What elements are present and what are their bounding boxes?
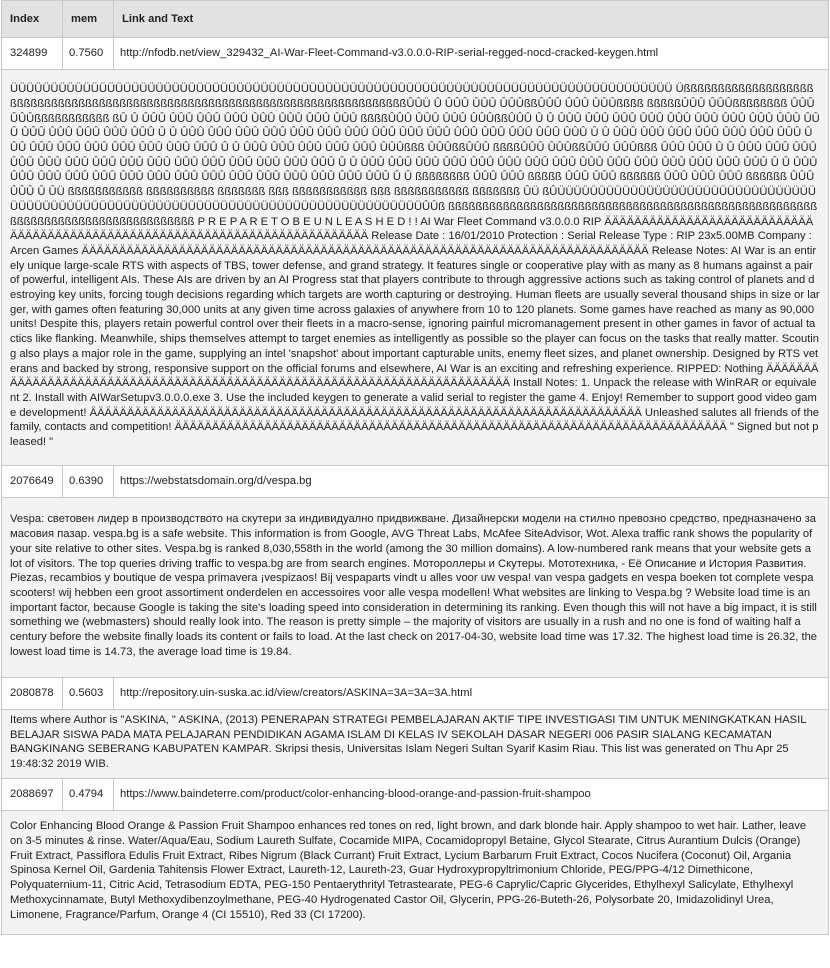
row-index: 2088697	[2, 778, 63, 810]
table-row-text	[2, 70, 829, 466]
table-row	[2, 38, 829, 70]
row-link[interactable]: https://webstatsdomain.org/d/vespa.bg	[114, 466, 829, 498]
row-link[interactable]: https://www.baindeterre.com/product/color-enhancing-blood-orange-and-passion-fruit-shampoo	[114, 778, 829, 810]
row-mem: 0.4794	[63, 778, 114, 810]
row-link[interactable]: http://repository.uin-suska.ac.id/view/creators/ASKINA=3A=3A=3A.html	[114, 678, 829, 710]
table-row	[2, 678, 829, 710]
table-row-text	[2, 810, 829, 934]
row-mem: 0.6390	[63, 466, 114, 498]
table-row	[2, 778, 829, 810]
row-link[interactable]: http://nfodb.net/view_329432_AI-War-Fleet-Command-v3.0.0.0-RIP-serial-regged-nocd-cracked-keygen.html	[114, 38, 829, 70]
table-row-text	[2, 498, 829, 678]
results-table	[1, 0, 829, 935]
row-mem: 0.5603	[63, 678, 114, 710]
header-row	[2, 1, 829, 38]
header-link-and-text: Link and Text	[114, 1, 829, 38]
row-index: 2080878	[2, 678, 63, 710]
row-text: Color Enhancing Blood Orange & Passion Fruit Shampoo enhances red tones on red, light brown, and dark blonde hair. Apply shampoo to wet hair. Lather, leave on 3-5 minutes & rinse. Water/Aqua/Eau, Sodium Laureth Sulfate, Cocamide MIPA, Cocamidopropyl Betaine, Glycol Stearate, Citrus Aurantium Dulcis (Orange) Fruit Extract, Passiflora Edulis Fruit Extract, Ribes Nigrum (Black Currant) Fruit Extract, Lycium Barbarum Fruit Extract, Cocos Nucifera (Coconut) Oil, Argania Spinosa Kernel Oil, Gardenia Tahitensis Flower Extract, Laureth-12, Laureth-23, Guar Hydroxypropyltrimonium Chloride, PEG/PPG-4/12 Dimethicone, Polyquaternium-11, Citric Acid, Tetrasodium EDTA, PEG-150 Pentaerythrityl Tetrastearate, PEG-6 Caprylic/Capric Glycerides, Ethylhexyl Salicylate, Ethylhexyl Methoxycinnamate, Butyl Methoxydibenzoylmethane, PEG-40 Hydrogenated Castor Oil, Glycerin, PPG-26-Buteth-26, Polysorbate 20, Imidazolidinyl Urea, Limonene, Fragrance/Parfum, Orange 4 (CI 15510), Red 33 (CI 17200).	[2, 810, 829, 934]
row-text: Items where Author is "ASKINA, " ASKINA, (2013) PENERAPAN STRATEGI PEMBELAJARAN AKTIF TIPE INVESTIGASI TIM UNTUK MENINGKATKAN HASIL BELAJAR SISWA PADA MATA PELAJARAN PENDIDIKAN AGAMA ISLAM DI KELAS IV SEKOLAH DASAR NEGERI 006 PASIR SIALANG KECAMATAN BANGKINANG SEBERANG KABUPATEN KAMPAR. Skripsi thesis, Universitas Islam Negeri Sultan Syarif Kasim Riau. This list was generated on Thu Apr 25 19:48:32 2019 WIB.	[2, 710, 829, 779]
row-index: 2076649	[2, 466, 63, 498]
row-text: ÜÜÜÜÜÜÜÜÜÜÜÜÜÜÜÜÜÜÜÜÜÜÜÜÜÜÜÜÜÜÜÜÜÜÜÜÜÜÜÜÜÜÜÜÜÜÜÜÜÜÜÜÜÜÜÜÜÜÜÜÜÜÜÜÜÜÜÜÜÜÜÜÜÜÜÜÜÜÜÜÜÜ ÜßßßßßßßßßßßßßßßßßßßßßßßßßßßßßßßßßßßßßßßßßßßßßßßßßßßßßßßßßßßßßßßßßßßßßßßßßßßßßÛÛÜ Û ÛÛÛ ÛÛÛ ÛÛÛßßÛÛÛ ÛÛÛ ÛÛÛßßßß ßßßßßÛÛÛ ÛÛÛßßßßßßßß ÛÛÛ ÛÛÛßßßßßßßßßßß ßÛ Û ÛÛÛ ÛÛÛ ÛÛÛ ÛÛÛ ÛÛÛ ÛÛÛ ÛÛÛ ÛÛÛ ßßßßÛÛÛ ÛÛÛ ÛÛÛ ÛÛÛßßÛÛÛ Û Û ÛÛÛ ÛÛÛ ÛÛÛ ÛÛÛ ÛÛÛ ÛÛÛ ÛÛÛ ÛÛÛ ÛÛÛ ÛÛÛ ÛÛÛ ÛÛÛ ÛÛÛ ÛÛÛ ÛÛÛ Û Û ÛÛÛ ÛÛÛ ÛÛÛ ÛÛÛ ÛÛÛ ÛÛÛ ÛÛÛ ÛÛÛ ÛÛÛ ÛÛÛ ÛÛÛ ÛÛÛ ÛÛÛ ÛÛÛ ÛÛÛ Û Û ÛÛÛ ÛÛÛ ÛÛÛ ÛÛÛ ÛÛÛ ÛÛÛ ÛÛÛ ÛÛÛ ÛÛÛ ÛÛÛ ÛÛÛ ÛÛÛ ÛÛÛ ÛÛÛ ÛÛÛ Û Û ÛÛÛ ÛÛÛ ÛÛÛ ÛÛÛ ÛÛÛ ÛÛÛßßß ÛÛÛßßÛÛÛ ßßßßÛÛÛ ÛÛÛßßÛÛÛ ÛÛÛßßß ÛÛÛ ÛÛÛ Û Û ÛÛÛ ÛÛÛ ÛÛÛ ÛÛÛ ÛÛÛ ÛÛÛ ÛÛÛ ÛÛÛ ÛÛÛ ÛÛÛ ÛÛÛ ÛÛÛ ÛÛÛ ÛÛÛ ÛÛÛ Û Û ÛÛÛ ÛÛÛ ÛÛÛ ÛÛÛ ÛÛÛ ÛÛÛ ÛÛÛ ÛÛÛ ÛÛÛ ÛÛÛ ÛÛÛ ÛÛÛ ÛÛÛ ÛÛÛ ÛÛÛ Û Û ÛÛÛ ÛÛÛ ÛÛÛ ÛÛÛ ÛÛÛ ÛÛÛ ÛÛÛ ÛÛÛ ÛÛÛ ÛÛÛ ÛÛÛ ÛÛÛ ÛÛÛ ÛÛÛ ÛÛÛ Û Û ßßßßßßßß ÛÛÛ ÛÛÛ ßßßßß ÛÛÛ ÛÛÛ ßßßßßß ÛÛÛ ÛÛÛ ÛÛÛ ßßßßßß ÛÛÛ ÛÛÛ Û ÛÜ ßßßßßßßßßßß ßßßßßßßßßß ßßßßßßß ßßß ßßßßßßßßßßß ßßß ßßßßßßßßßßß ßßßßßßß ÛÜ ßÛÜÜÜÜÜÜÜÜÜÜÜÜÜÜÜÜÜÜÜÜÜÜÜÜÜÜÜÜÜÜÜÜÜÜÜÜÜÜÜÜÜÜÜÜÜÜÜÜÜÜÜÜÜÜÜÜÜÜÜÜÜÜÜÜÜÜÜÜÜÜÜÜÜÜÜÜÜÜÜÜÜÜÜÛÛß ßßßßßßßßßßßßßßßßßßßßßßßßßßßßßßßßßßßßßßßßßßßßßßßßßßßßßßßßßßßßßßßßßßßßßßßßßßßßßßßßß P R E P A R E T O B E U N L E A S H E D ! ! AI War Fleet Command v3.0.0.0 RIP ÄÄÄÄÄÄÄÄÄÄÄÄÄÄÄÄÄÄÄÄÄÄÄÄÄÄÄÄÄÄÄÄÄÄÄÄÄÄÄÄÄÄÄÄÄÄÄÄÄÄÄÄÄÄÄÄÄÄÄÄÄÄÄÄÄÄÄÄÄÄÄÄÄÄÄÄ Release Date : 16/01/2010 Protection : Serial Release Type : RIP 23x5.00MB Company : Arcen Games ÄÄÄÄÄÄÄÄÄÄÄÄÄÄÄÄÄÄÄÄÄÄÄÄÄÄÄÄÄÄÄÄÄÄÄÄÄÄÄÄÄÄÄÄÄÄÄÄÄÄÄÄÄÄÄÄÄÄÄÄÄÄÄÄÄÄÄÄÄÄÄÄÄÄÄÄ Release Notes: AI War is an entirely unique large-scale RTS with aspects of TBS, tower defense, and grand strategy. It features single or cooperative play with as many as 8 humans against a pair of powerful, intelligent AIs. These AIs are driven by an AI Progress stat that players contribute to through aggressive actions such as taking control of planets and destroying key units, forcing tough decisions regarding which targets are worth capturing or destroying. Human fleets are usually several thousand ships in size or larger, with games often featuring 30,000 units at any given time across galaxies of anywhere from 10 to 120 planets. Some games have reached as many as 90,000 units! Despite this, players retain powerful control over their fleets in a macro-sense, ignoring painful micromanagement present in other games in favor of actual tactics like flanking. Meanwhile, ships themselves attempt to target enemies as intelligently as possible so the player can focus on the tasks that really matter. Scouting also plays a major role in the game, supplying an intel 'snapshot' about important capturable units, enemy fleet sizes, and planet ownership. Designed by RTS veterans and backed by strong, responsive support on the official forums and elsewhere, AI War is an exciting and refreshing experience. RIPPED: Nothing ÄÄÄÄÄÄÄÄÄÄÄÄÄÄÄÄÄÄÄÄÄÄÄÄÄÄÄÄÄÄÄÄÄÄÄÄÄÄÄÄÄÄÄÄÄÄÄÄÄÄÄÄÄÄÄÄÄÄÄÄÄÄÄÄÄÄÄÄÄÄÄÄÄÄ Install Notes: 1. Unpack the release with WinRAR or equivalent 2. Install with AIWarSetupv3.0.0.0.exe 3. Use the included keygen to generate a valid serial to register the game 4. Enjoy! Remember to support good video game development! ÄÄÄÄÄÄÄÄÄÄÄÄÄÄÄÄÄÄÄÄÄÄÄÄÄÄÄÄÄÄÄÄÄÄÄÄÄÄÄÄÄÄÄÄÄÄÄÄÄÄÄÄÄÄÄÄÄÄÄÄÄÄÄÄÄÄÄÄÄÄÄÄÄÄ Unleashed salutes all friends of the family, contacts and competition! ÄÄÄÄÄÄÄÄÄÄÄÄÄÄÄÄÄÄÄÄÄÄÄÄÄÄÄÄÄÄÄÄÄÄÄÄÄÄÄÄÄÄÄÄÄÄÄÄÄÄÄÄÄÄÄÄÄÄÄÄÄÄÄÄÄÄÄÄÄÄÄÄÄÄ " Signed but not pleased! "	[2, 70, 829, 466]
header-index: Index	[2, 1, 63, 38]
table-row	[2, 466, 829, 498]
table-row-text	[2, 710, 829, 779]
row-text: Vespa: световен лидер в производството на скутери за индивидуално придвижване. Дизайнерски модели на стилно превозно средство, предназначено за масовия пазар. vespa.bg is a safe website. This information is from Google, AVG Threat Labs, McAfee SiteAdvisor, Wot. Alexa traffic rank shows the popularity of your site relative to other sites. Vespa.bg is ranked 8,030,558th in the world (among the 30 million domains). A low-numbered rank means that your website gets a lot of visitors. The top queries driving traffic to vespa.bg are from search engines. Мотороллеры и Скутеры. Мототехника, - Её Описание и История Развития. Piezas, recambios y boutique de vespa primavera ¡vespizaos! Bij vespaparts vindt u alles voor uw vespa! van vespa gadgets en vespa boeken tot complete vespa scooters! wij hebben een groot assortiment onderdelen en accessoires voor alle vespa modellen! What websites are linking to Vespa.bg ? Website load time is an important factor, because Google is taking the site's loading speed into consideration in determining its ranking. Even though this will not have a big impact, it is still something we (webmasters) should really look into. The reason is pretty simple – the majority of visitors are usually in a rush and no one is fond of waiting half a century before the website finally loads its content or fails to load. At the last check on 2017-04-30, website load time was 17.32. The highest load time is 26.32, the lowest load time is 14.73, the average load time is 19.84.	[2, 498, 829, 678]
row-index: 324899	[2, 38, 63, 70]
row-mem: 0.7560	[63, 38, 114, 70]
header-mem: mem	[63, 1, 114, 38]
